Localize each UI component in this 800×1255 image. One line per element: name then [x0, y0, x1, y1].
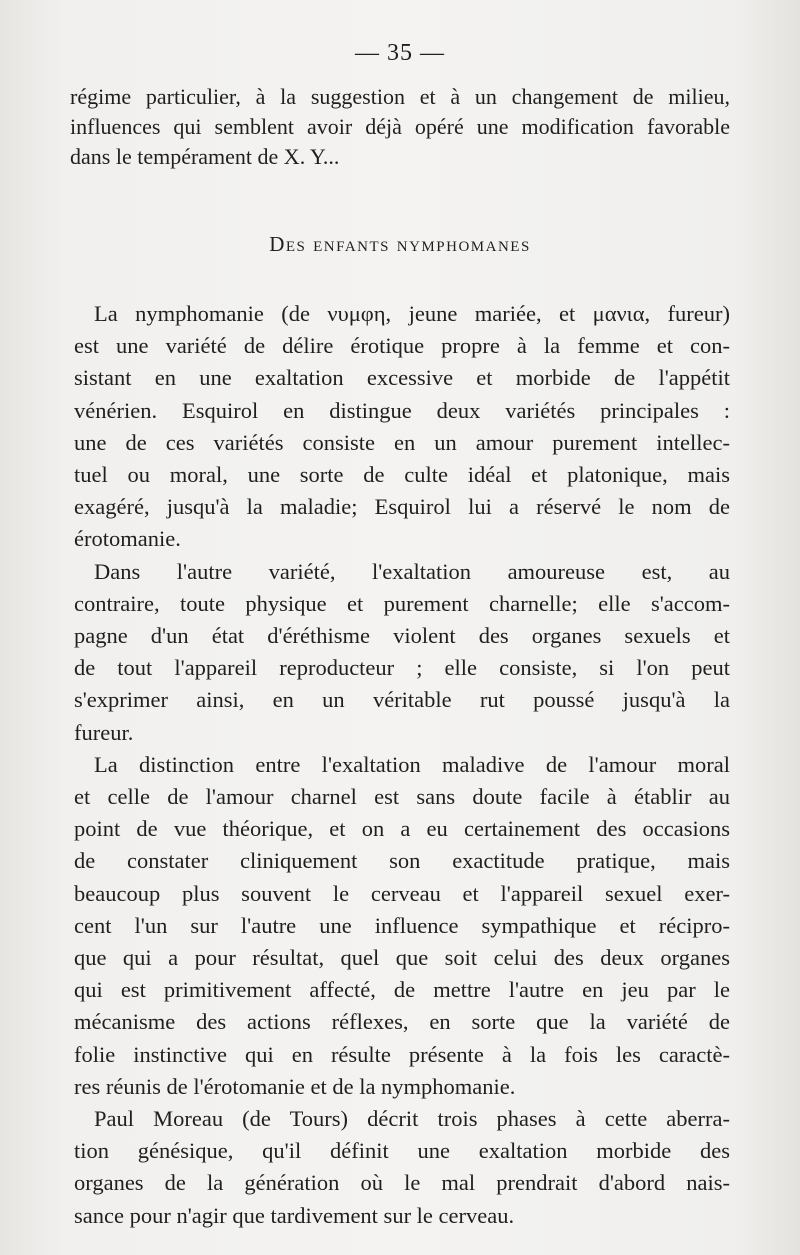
text-line: point de vue théorique, et on a eu certainement des occasions — [74, 816, 730, 842]
text-line: cent l'un sur l'autre une influence sympathique et récipro- — [74, 912, 730, 938]
text-line: mécanisme des actions réflexes, en sorte que la variété de — [74, 1009, 730, 1035]
text-line: et celle de l'amour charnel est sans doute facile à établir au — [74, 784, 730, 810]
text-line: La distinction entre l'exaltation maladive de l'amour moral — [94, 751, 730, 777]
text-line: contraire, toute physique et purement charnelle; elle s'accom- — [74, 590, 730, 616]
text-line: organes de la génération où le mal prendrait d'abord nais- — [74, 1170, 730, 1196]
text-line: tion génésique, qu'il définit une exaltation morbide des — [74, 1138, 730, 1164]
paragraph — [74, 556, 730, 749]
text-line: sistant en une exaltation excessive et morbide de l'appétit — [74, 365, 730, 391]
text-line: folie instinctive qui en résulte présente à la fois les caractè- — [74, 1041, 730, 1067]
text-line: de constater cliniquement son exactitude pratique, mais — [74, 848, 730, 874]
text-line: de tout l'appareil reproducteur ; elle consiste, si l'on peut — [74, 655, 730, 681]
text-line: vénérien. Esquirol en distingue deux variétés principales : — [74, 397, 730, 423]
main-text — [74, 298, 730, 1232]
text-line: tuel ou moral, une sorte de culte idéal et platonique, mais — [74, 462, 730, 488]
paragraph — [74, 298, 730, 556]
text-line: régime particulier, à la suggestion et à un changement de milieu, — [70, 84, 730, 109]
text-line: influences qui semblent avoir déjà opéré une modification favorable — [70, 114, 730, 139]
text-line: que qui a pour résultat, quel que soit celui des deux organes — [74, 945, 730, 971]
text-line: sance pour n'agir que tardivement sur le cerveau. — [74, 1202, 515, 1228]
intro-paragraph — [70, 82, 730, 172]
text-line: Paul Moreau (de Tours) décrit trois phases à cette aberra- — [94, 1106, 730, 1132]
text-line: res réunis de l'érotomanie et de la nymphomanie. — [74, 1073, 516, 1099]
text-line: Dans l'autre variété, l'exaltation amoureuse est, au — [94, 558, 730, 584]
text-line: pagne d'un état d'éréthisme violent des organes sexuels et — [74, 623, 730, 649]
page-number: — 35 — — [355, 40, 445, 66]
text-line: exagéré, jusqu'à la maladie; Esquirol lui a réservé le nom de — [74, 494, 730, 520]
paragraph — [74, 1103, 730, 1232]
text-line: fureur. — [74, 719, 134, 745]
text-line: une de ces variétés consiste en un amour purement intellec- — [74, 429, 730, 455]
text-line: La nymphomanie (de νυμφη, jeune mariée, et μανια, fureur) — [94, 301, 730, 326]
text-line: beaucoup plus souvent le cerveau et l'appareil sexuel exer- — [74, 880, 730, 906]
paragraph — [74, 749, 730, 1103]
text-line: dans le tempérament de X. Y... — [70, 144, 340, 169]
text-line: est une variété de délire érotique propre à la femme et con- — [74, 333, 730, 359]
text-line: qui est primitivement affecté, de mettre l'autre en jeu par le — [74, 977, 730, 1003]
text-line: s'exprimer ainsi, en un véritable rut poussé jusqu'à la — [74, 687, 730, 713]
text-line: érotomanie. — [74, 526, 181, 552]
section-heading: Des enfants nymphomanes — [269, 232, 531, 256]
